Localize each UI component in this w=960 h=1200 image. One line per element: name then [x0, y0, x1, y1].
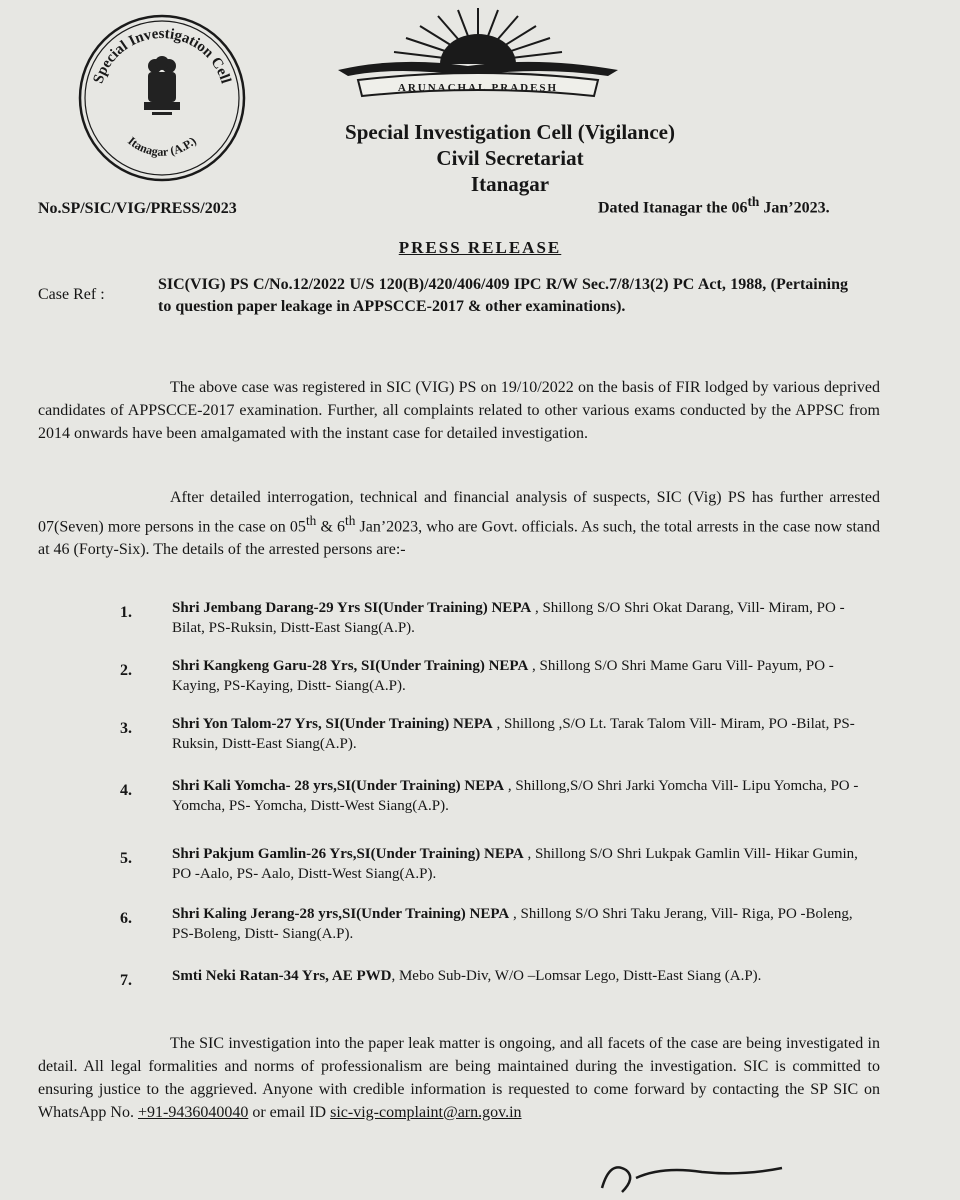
- list-item-text: [172, 966, 862, 986]
- case-ref-text: SIC(VIG) PS C/No.12/2022 U/S 120(B)/420/406/409 IPC R/W Sec.7/8/13(2) PC Act, 1988, (Pertaining to question paper leakage in APPSCCE-2017 & other examinations).: [158, 276, 848, 315]
- closing-paragraph: [38, 1032, 880, 1124]
- person-details: , Shillong S/O Shri Okat Darang, Vill- Miram, PO -Bilat, PS-Ruksin, Distt-East Siang(A.P).: [172, 600, 845, 636]
- person-details: , Mebo Sub-Div, W/O –Lomsar Lego, Distt-East Siang (A.P).: [391, 968, 762, 984]
- closing-text: The SIC investigation into the paper leak matter is ongoing, and all facets of the case are being investigated in detail. All legal formalities and norms of professionalism are being maintained during the investigation. SIC is committed to ensuring justice to the aggrieved. Anyone with credible information is requested to come forward by contacting the SP SIC on WhatsApp No.: [38, 1035, 880, 1121]
- closing-mid-text: or email ID: [248, 1104, 331, 1121]
- person-name: Shri Pakjum Gamlin-26 Yrs,SI(Under Training) NEPA: [172, 846, 524, 862]
- list-item-number: 5.: [120, 850, 132, 867]
- list-item-number: 7.: [120, 972, 132, 989]
- document-title: PRESS RELEASE: [398, 238, 562, 257]
- person-name: Shri Kaling Jerang-28 yrs,SI(Under Training) NEPA: [172, 906, 510, 922]
- list-item-text: [172, 904, 862, 944]
- arunachal-pradesh-logo: [318, 0, 638, 118]
- svg-text:Itanagar (A.P.): Itanagar (A.P.): [125, 133, 199, 159]
- ordinal-sup-2: th: [345, 513, 356, 528]
- person-details: , Shillong ,S/O Lt. Tarak Talom Vill- Miram, PO -Bilat, PS-Ruksin, Distt-East Siang(A.P).: [172, 716, 855, 752]
- paragraph-arrests: [38, 486, 880, 561]
- date-prefix: Dated Itanagar the 06: [598, 199, 748, 217]
- signature-icon: [592, 1148, 792, 1200]
- person-name: Shri Kangkeng Garu-28 Yrs, SI(Under Training) NEPA: [172, 658, 529, 674]
- person-details: , Shillong S/O Shri Taku Jerang, Vill- Riga, PO -Boleng, PS-Boleng, Distt- Siang(A.P).: [172, 906, 853, 942]
- whatsapp-number: +91-9436040040: [137, 1104, 249, 1121]
- date-suffix-ordinal: th: [747, 194, 760, 209]
- paragraph-arrests-part2: & 6: [316, 518, 346, 536]
- header-line-3: Itanagar: [470, 172, 550, 196]
- header-line-1: Special Investigation Cell (Vigilance): [345, 120, 675, 144]
- person-name: Smti Neki Ratan-34 Yrs, AE PWD: [172, 968, 392, 984]
- person-name: Shri Yon Talom-27 Yrs, SI(Under Training) NEPA: [172, 716, 493, 732]
- list-item-text: [172, 656, 862, 696]
- list-item-number: 2.: [120, 662, 132, 679]
- paragraph-arrests-part3: Jan’2023, who are Govt. officials. As such, the total arrests in the case now stand at 46 (Forty-Six). The details of the arrested persons are:-: [38, 518, 880, 559]
- person-details: , Shillong S/O Shri Lukpak Gamlin Vill- Hikar Gumin, PO -Aalo, PS- Aalo, Distt-West Siang(A.P).: [172, 846, 858, 882]
- emblem-icon: [144, 56, 180, 115]
- svg-text:Special Investigation Cell: Special Investigation Cell: [90, 25, 234, 86]
- list-item-text: [172, 598, 862, 638]
- ordinal-sup-1: th: [305, 513, 317, 528]
- list-item-text: [172, 776, 862, 816]
- list-item-number: 4.: [120, 782, 132, 799]
- list-item-number: 6.: [120, 910, 132, 927]
- person-details: , Shillong S/O Shri Mame Garu Vill- Payum, PO -Kaying, PS-Kaying, Distt- Siang(A.P).: [172, 658, 834, 694]
- list-item-number: 3.: [120, 720, 132, 737]
- list-item-text: [172, 714, 862, 754]
- header-line-2: Civil Secretariat: [436, 146, 584, 170]
- person-details: , Shillong,S/O Shri Jarki Yomcha Vill- Lipu Yomcha, PO -Yomcha, PS- Yomcha, Distt-West Siang(A.P).: [172, 778, 859, 814]
- date-line: [598, 194, 830, 217]
- complaint-email: sic-vig-complaint@arn.gov.in: [330, 1104, 522, 1121]
- person-name: Shri Kali Yomcha- 28 yrs,SI(Under Training) NEPA: [172, 778, 505, 794]
- paragraph-arrests-part1: After detailed interrogation, technical and financial analysis of suspects, SIC (Vig) PS has further arrested 07(Seven) more persons in the case on 05: [38, 489, 880, 536]
- paragraph-registration: The above case was registered in SIC (VIG) PS on 19/10/2022 on the basis of FIR lodged by various deprived candidates of APPSCCE-2017 examination. Further, all complaints related to other various exams conducted by the APPSC from 2014 onwards have been amalgamated with the instant case for detailed investigation.: [38, 379, 880, 442]
- reference-number: No.SP/SIC/VIG/PRESS/2023: [38, 200, 237, 217]
- case-ref-label: Case Ref :: [38, 286, 105, 303]
- date-month-year: Jan’2023.: [759, 199, 830, 217]
- logo-banner-text: ARUNACHAL PRADESH: [397, 82, 559, 94]
- list-item-text: [172, 844, 862, 884]
- list-item-number: 1.: [120, 604, 132, 621]
- person-name: Shri Jembang Darang-29 Yrs SI(Under Training) NEPA: [172, 600, 532, 616]
